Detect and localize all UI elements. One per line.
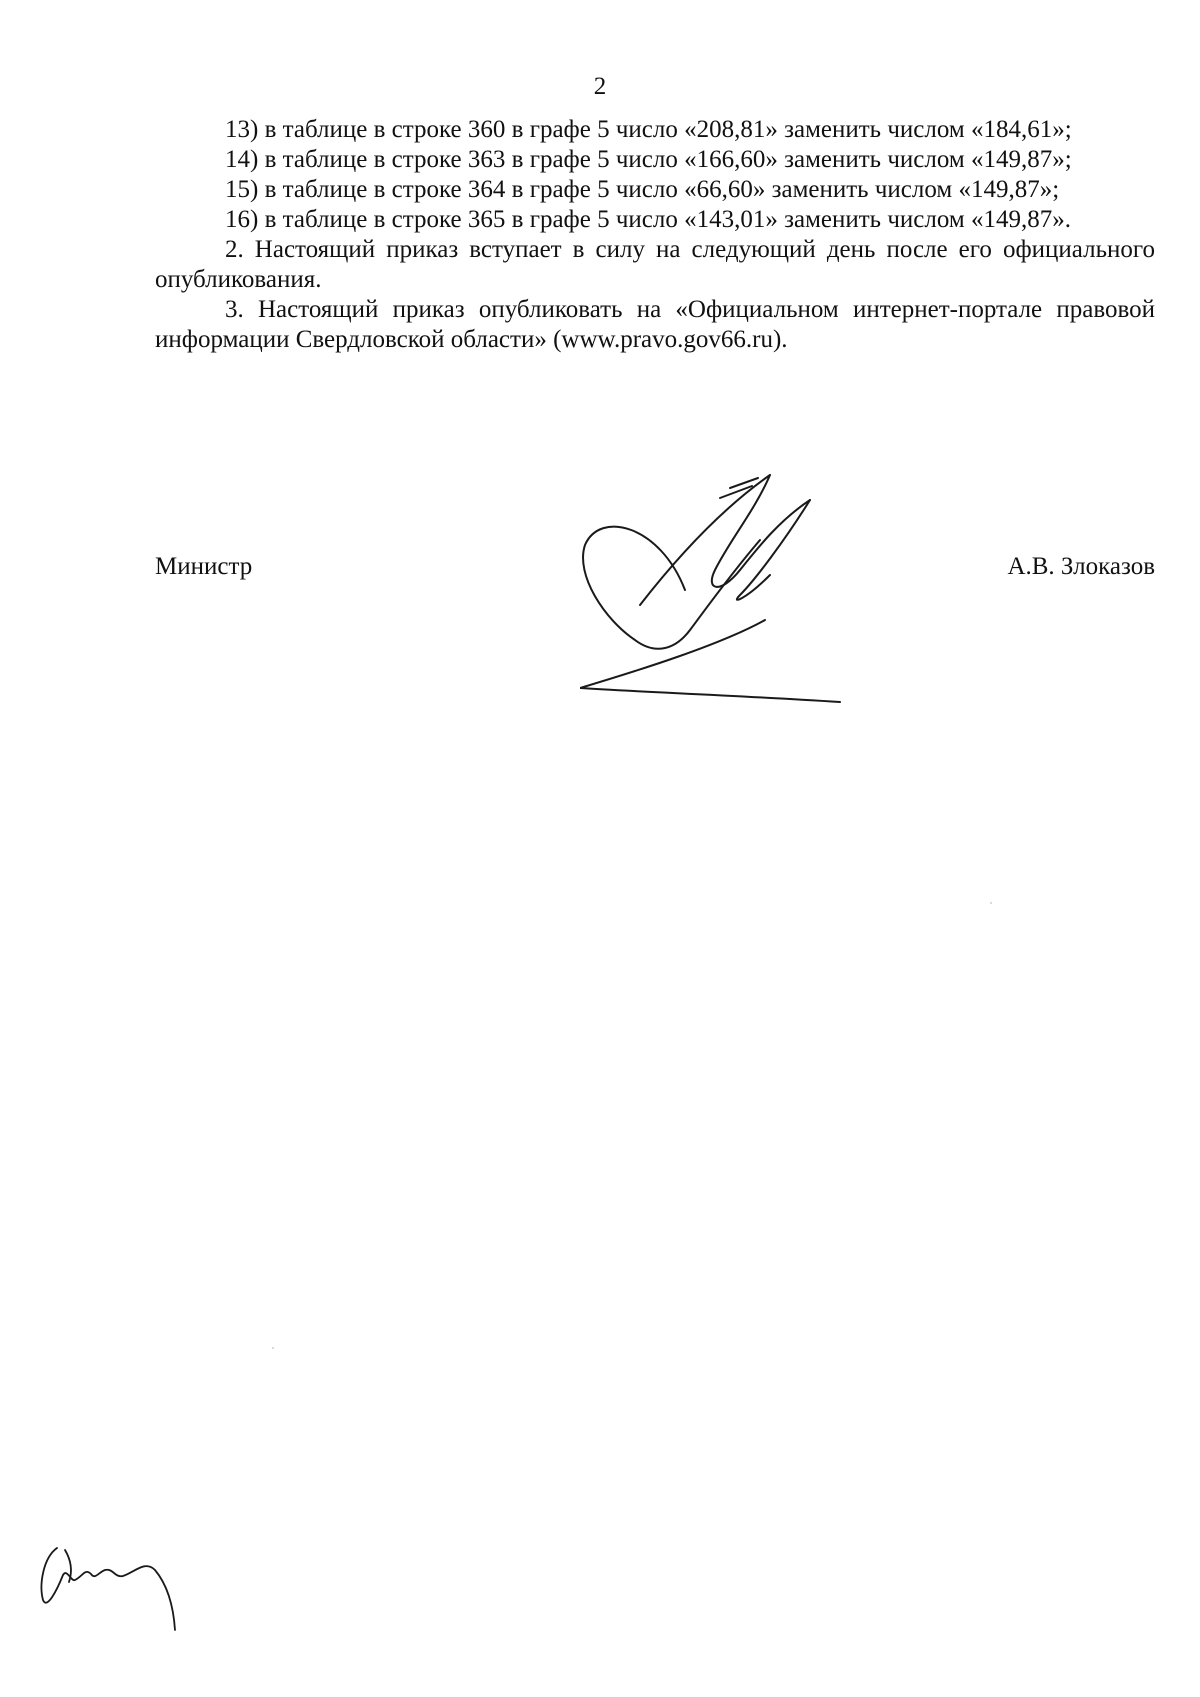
paragraph-item-13: 13) в таблице в строке 360 в графе 5 число «208,81» заменить числом «184,61»; <box>225 116 1072 143</box>
handwritten-initials <box>35 1530 205 1650</box>
paragraph-publication: 3. Настоящий приказ опубликовать на «Официальном интернет-портале правовой информации Свердловской области» (www.pravo.gov66.ru). <box>155 296 1155 353</box>
paragraph-item-15: 15) в таблице в строке 364 в графе 5 число «66,60» заменить числом «149,87»; <box>225 176 1060 203</box>
paragraph-item-14: 14) в таблице в строке 363 в графе 5 число «166,60» заменить числом «149,87»; <box>225 146 1072 173</box>
paper-speck <box>272 1347 274 1349</box>
signatory-name: А.В. Злоказов <box>1007 553 1155 580</box>
signatory-role: Министр <box>155 553 253 580</box>
paragraph-item-16: 16) в таблице в строке 365 в графе 5 число «143,01» заменить числом «149,87». <box>225 206 1071 233</box>
page-number: 2 <box>593 73 607 100</box>
paragraph-effective-date: 2. Настоящий приказ вступает в силу на следующий день после его официального опубликования. <box>155 236 1155 293</box>
handwritten-signature <box>580 470 910 770</box>
paper-speck <box>990 902 992 904</box>
document-body <box>155 115 1155 355</box>
